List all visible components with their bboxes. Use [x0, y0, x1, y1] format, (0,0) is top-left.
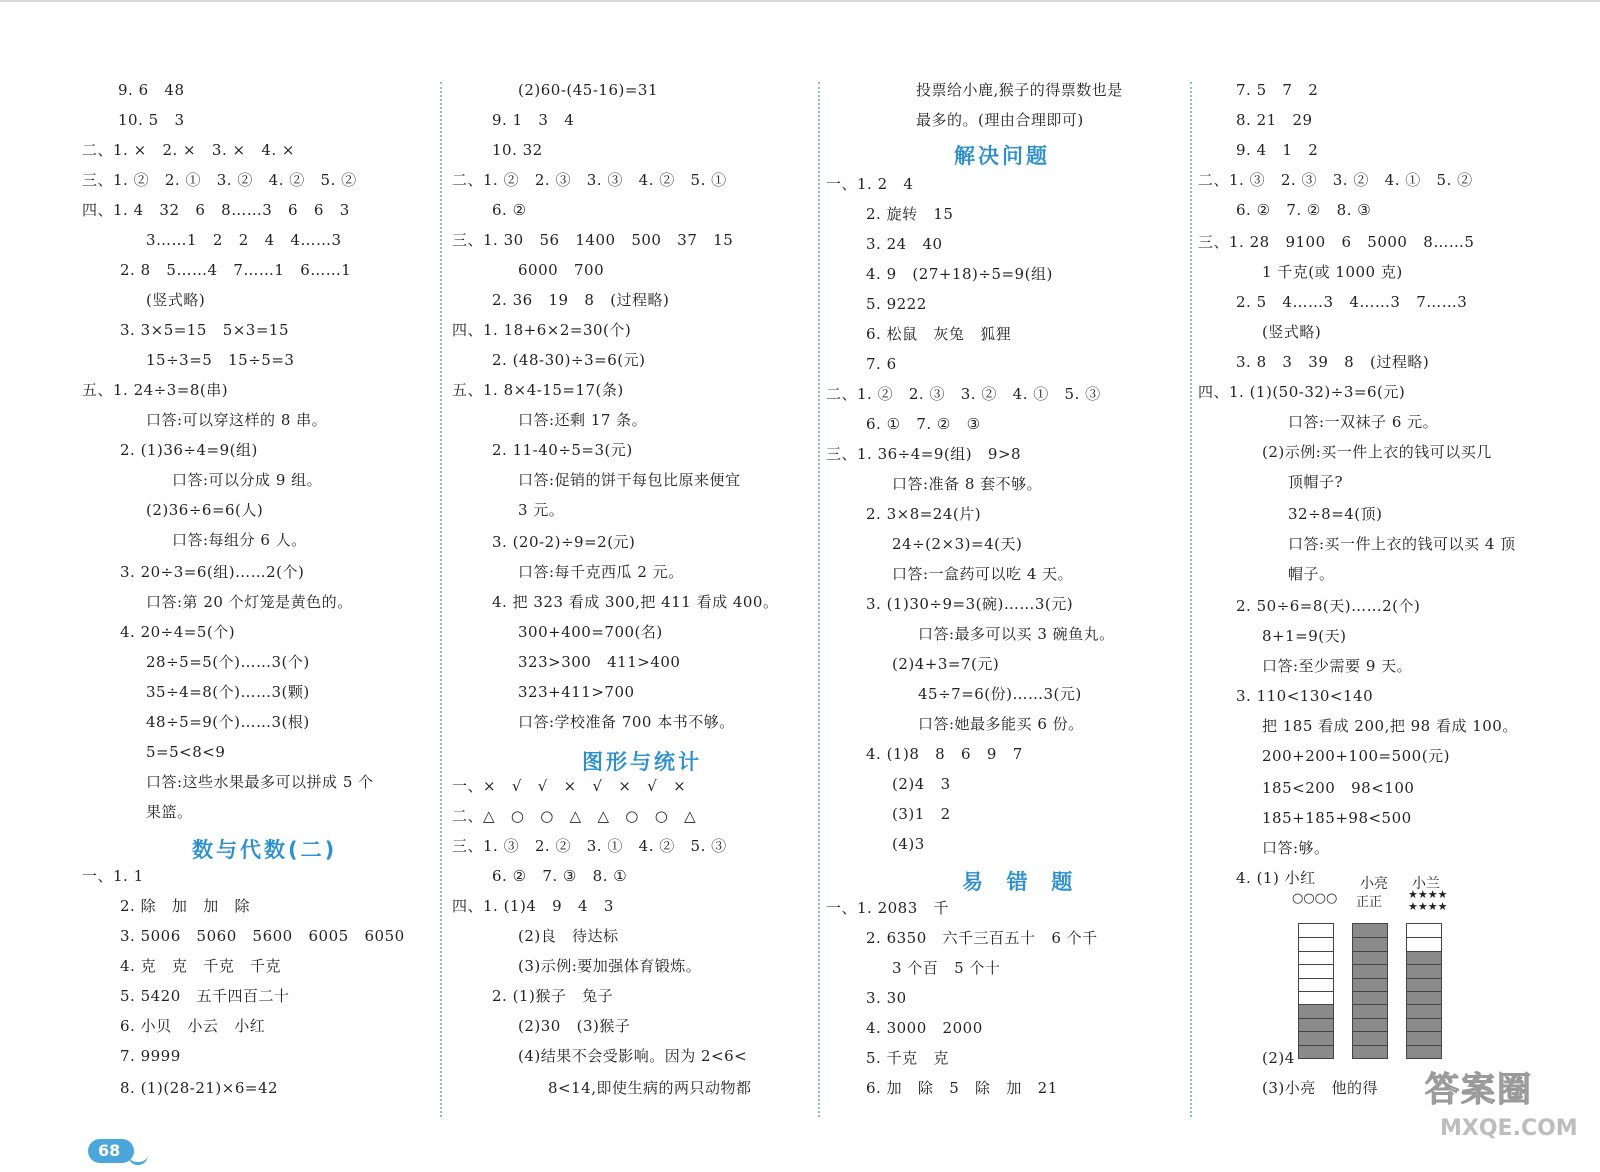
answer-line: 三、1. 28 9100 6 5000 8……5 — [1198, 233, 1475, 251]
answer-line: 185<200 98<100 — [1262, 779, 1415, 797]
answer-line: (2)示例:买一件上衣的钱可以买几 — [1262, 443, 1492, 461]
answer-line: 6. ① 7. ② ③ — [866, 415, 981, 433]
page-number: 68 — [98, 1141, 121, 1160]
answer-line: 2. 3×8=24(片) — [866, 505, 982, 523]
column-divider — [1190, 82, 1192, 1117]
column-divider — [440, 82, 442, 1117]
answer-line: 2. 36 19 8 (过程略) — [492, 291, 670, 309]
tally-xiaohong: ○○○○ — [1292, 891, 1338, 906]
answer-line: 五、1. 24÷3=8(串) — [82, 381, 229, 399]
answer-line: 10. 5 3 — [118, 111, 185, 129]
answer-line: 28÷5=5(个)……3(个) — [146, 653, 310, 671]
answer-line: 口答:可以穿这样的 8 串。 — [146, 411, 328, 429]
chart-cell — [1407, 1018, 1441, 1031]
answer-line: 口答:还剩 17 条。 — [518, 411, 648, 429]
answer-line: 五、1. 8×4-15=17(条) — [452, 381, 624, 399]
answer-line: 3. 20÷3=6(组)……2(个) — [120, 563, 305, 581]
answer-line: 323+411>700 — [518, 683, 635, 701]
answer-line: 2. 除 加 加 除 — [120, 897, 250, 915]
chart-bar — [1406, 923, 1442, 1059]
answer-line: 3. 30 — [866, 989, 907, 1007]
answer-line: 6. 加 除 5 除 加 21 — [866, 1079, 1058, 1097]
chart-cell — [1299, 1031, 1333, 1044]
answer-line: 2. (1)36÷4=9(组) — [120, 441, 258, 459]
answer-line: 5. 5420 五千四百二十 — [120, 987, 290, 1005]
answer-line: 一、1. 2 4 — [826, 175, 914, 193]
answer-line: 果篮。 — [146, 803, 193, 821]
answer-line: 口答:至少需要 9 天。 — [1262, 657, 1413, 675]
chart-cell — [1353, 1045, 1387, 1058]
watermark-logo: 答案圈 — [1425, 1070, 1533, 1110]
answer-line: 6. ② 7. ③ 8. ① — [492, 867, 628, 885]
answer-line: (竖式略) — [1262, 323, 1322, 341]
answer-line: 185+185+98<500 — [1262, 809, 1412, 827]
chart-cell — [1407, 964, 1441, 977]
answer-line: 3. (20-2)÷9=2(元) — [492, 533, 636, 551]
answer-line: 200+200+100=500(元) — [1262, 747, 1450, 765]
section-heading: 易 错 题 — [962, 870, 1076, 894]
chart-cell — [1299, 964, 1333, 977]
answer-line: 4. 克 克 千克 千克 — [120, 957, 281, 975]
answer-line: 二、1. × 2. × 3. × 4. × — [82, 141, 296, 159]
answer-line: 口答:第 20 个灯笼是黄色的。 — [146, 593, 353, 611]
chart-cell — [1407, 951, 1441, 964]
answer-line: 24÷(2×3)=4(天) — [892, 535, 1023, 553]
section-heading: 解决问题 — [954, 144, 1050, 168]
answer-line: (4)结果不会受影响。因为 2<6< — [518, 1047, 748, 1065]
chart-cell — [1299, 991, 1333, 1004]
answer-line: 3 元。 — [518, 501, 565, 519]
answer-line: 7. 5 7 2 — [1236, 81, 1319, 99]
answer-line: 8<14,即使生病的两只动物都 — [548, 1079, 752, 1097]
answer-line: (竖式略) — [146, 291, 206, 309]
answer-line: 口答:这些水果最多可以拼成 5 个 — [146, 773, 374, 791]
answer-line: (2)60-(45-16)=31 — [518, 81, 659, 99]
chart-cell — [1299, 924, 1333, 937]
answer-line: 6. ② — [492, 201, 527, 219]
chart-bar — [1352, 923, 1388, 1059]
answer-line: 二、1. ② 2. ③ 3. ② 4. ① 5. ③ — [826, 385, 1101, 403]
answer-line: 二、1. ③ 2. ③ 3. ② 4. ① 5. ② — [1198, 171, 1473, 189]
answer-line: 四、1. 4 32 6 8……3 6 6 3 — [82, 201, 350, 219]
answer-line: 48÷5=9(个)……3(根) — [146, 713, 310, 731]
answer-line: 口答:买一件上衣的钱可以买 4 顶 — [1288, 535, 1516, 553]
answer-line: 投票给小鹿,猴子的得票数也是 — [916, 81, 1123, 99]
answer-line: 10. 32 — [492, 141, 543, 159]
answer-line: 四、1. (1)(50-32)÷3=6(元) — [1198, 383, 1406, 401]
answer-line: 8. 21 29 — [1236, 111, 1313, 129]
answer-line: 6. ② 7. ② 8. ③ — [1236, 201, 1372, 219]
chart-label-xiaoliang: 小亮 — [1360, 876, 1388, 892]
chart-cell — [1407, 937, 1441, 950]
page-number-badge — [88, 1136, 148, 1166]
answer-line: 4. (1) 小红 — [1236, 869, 1316, 887]
answer-line: 9. 1 3 4 — [492, 111, 575, 129]
chart-cell — [1353, 1004, 1387, 1017]
answer-line: 2. 50÷6=8(天)……2(个) — [1236, 597, 1421, 615]
chart-cell — [1353, 924, 1387, 937]
chart-cell — [1299, 1045, 1333, 1058]
column-divider — [818, 82, 820, 1117]
chart-cell — [1299, 951, 1333, 964]
chart-cell — [1407, 1031, 1441, 1044]
answer-line: 四、1. 18+6×2=30(个) — [452, 321, 632, 339]
answer-line: 9. 4 1 2 — [1236, 141, 1319, 159]
answer-line: 3. 8 3 39 8 (过程略) — [1236, 353, 1430, 371]
chart-cell — [1407, 978, 1441, 991]
answer-line: (2)36÷6=6(人) — [146, 501, 264, 519]
answer-line: 5. 9222 — [866, 295, 927, 313]
chart-cell — [1407, 991, 1441, 1004]
chart-cell — [1407, 1045, 1441, 1058]
answer-line: 9. 6 48 — [118, 81, 185, 99]
answer-line: 3. 24 40 — [866, 235, 943, 253]
answer-line: 口答:准备 8 套不够。 — [892, 475, 1043, 493]
answer-line: (2)4 — [1262, 1049, 1295, 1067]
chart-cell — [1353, 937, 1387, 950]
answer-line: 4. 9 (27+18)÷5=9(组) — [866, 265, 1053, 283]
answer-line: 把 185 看成 200,把 98 看成 100。 — [1262, 717, 1518, 735]
chart-cell — [1407, 924, 1441, 937]
answer-line: 二、1. ② 2. ③ 3. ③ 4. ② 5. ① — [452, 171, 727, 189]
answer-line: 1 千克(或 1000 克) — [1262, 263, 1403, 281]
answer-line: 口答:最多可以买 3 碗鱼丸。 — [918, 625, 1115, 643]
answer-line: 6000 700 — [518, 261, 605, 279]
answer-line: 口答:一盒药可以吃 4 天。 — [892, 565, 1074, 583]
page-badge-tail — [128, 1150, 148, 1165]
answer-line: 四、1. (1)4 9 4 3 — [452, 897, 614, 915]
answer-line: 2. 旋转 15 — [866, 205, 954, 223]
answer-line: (4)3 — [892, 835, 925, 853]
chart-cell — [1299, 1004, 1333, 1017]
answer-line: 7. 9999 — [120, 1047, 181, 1065]
answer-line: 2. 6350 六千三百五十 6 个千 — [866, 929, 1098, 947]
answer-line: 3. 3×5=15 5×3=15 — [120, 321, 290, 339]
answer-line: 口答:促销的饼干每包比原来便宜 — [518, 471, 741, 489]
answer-line: (3)小亮 他的得 — [1262, 1079, 1379, 1097]
answer-line: 5=5<8<9 — [146, 743, 226, 761]
tally-bar-chart — [1290, 873, 1470, 1063]
answer-line: (2)30 (3)猴子 — [518, 1017, 631, 1035]
answer-line: 15÷3=5 15÷5=3 — [146, 351, 295, 369]
answer-line: (2)4 3 — [892, 775, 951, 793]
answer-line: 3. (1)30÷9=3(碗)……3(元) — [866, 595, 1074, 613]
chart-cell — [1299, 937, 1333, 950]
chart-cell — [1299, 1018, 1333, 1031]
chart-bar — [1298, 923, 1334, 1059]
answer-line: 口答:可以分成 9 组。 — [172, 471, 323, 489]
answer-line: (2)4+3=7(元) — [892, 655, 1000, 673]
answer-line: 口答:每组分 6 人。 — [172, 531, 307, 549]
answer-line: 45÷7=6(份)……3(元) — [918, 685, 1082, 703]
tally-xiaoliang: 正正 — [1356, 895, 1383, 910]
chart-cell — [1299, 978, 1333, 991]
answer-line: 三、1. ③ 2. ② 3. ① 4. ② 5. ③ — [452, 837, 727, 855]
section-heading: 图形与统计 — [582, 750, 702, 774]
answer-line: (3)示例:要加强体育锻炼。 — [518, 957, 702, 975]
chart-cell — [1353, 978, 1387, 991]
answer-line: 一、× √ √ × √ × √ × — [452, 777, 687, 795]
answer-line: 顶帽子? — [1288, 473, 1344, 491]
watermark — [1420, 1062, 1590, 1162]
answer-line: 三、1. ② 2. ① 3. ② 4. ② 5. ② — [82, 171, 357, 189]
answer-line: 3 个百 5 个十 — [892, 959, 1001, 977]
answer-line: 8. (1)(28-21)×6=42 — [120, 1079, 279, 1097]
answer-line: 7. 6 — [866, 355, 897, 373]
chart-cell — [1353, 951, 1387, 964]
answer-line: 一、1. 2083 千 — [826, 899, 950, 917]
chart-cell — [1353, 1031, 1387, 1044]
answer-line: 口答:她最多能买 6 份。 — [918, 715, 1084, 733]
chart-label-xiaolan: 小兰 — [1412, 876, 1440, 892]
watermark-url: MXQE.COM — [1440, 1116, 1578, 1141]
answer-line: 300+400=700(名) — [518, 623, 663, 641]
section-heading: 数与代数(二) — [192, 838, 338, 862]
answer-line: 口答:学校准备 700 本书不够。 — [518, 713, 735, 731]
answer-line: 8+1=9(天) — [1262, 627, 1347, 645]
answer-line: 2. (48-30)÷3=6(元) — [492, 351, 646, 369]
answer-line: 2. 5 4……3 4……3 7……3 — [1236, 293, 1468, 311]
answer-line: 4. 3000 2000 — [866, 1019, 983, 1037]
answer-line: 4. 把 323 看成 300,把 411 看成 400。 — [492, 593, 779, 611]
answer-line: (2)良 待达标 — [518, 927, 619, 945]
top-border — [0, 0, 1600, 2]
answer-line: 口答:够。 — [1262, 839, 1330, 857]
answer-line: 35÷4=8(个)……3(颗) — [146, 683, 310, 701]
answer-line: 三、1. 36÷4=9(组) 9>8 — [826, 445, 1022, 463]
chart-cell — [1353, 964, 1387, 977]
answer-line: 6. 松鼠 灰兔 狐狸 — [866, 325, 1012, 343]
answer-line: 最多的。(理由合理即可) — [916, 111, 1084, 129]
answer-line: 3. 110<130<140 — [1236, 687, 1374, 705]
answer-line: 2. 11-40÷5=3(元) — [492, 441, 633, 459]
answer-line: 32÷8=4(顶) — [1288, 505, 1383, 523]
answer-line: 3……1 2 2 4 4……3 — [146, 231, 342, 249]
chart-cell — [1353, 991, 1387, 1004]
answer-line: 2. (1)猴子 兔子 — [492, 987, 614, 1005]
chart-cell — [1353, 1018, 1387, 1031]
answer-line: 4. (1)8 8 6 9 7 — [866, 745, 1023, 763]
answer-line: 4. 20÷4=5(个) — [120, 623, 236, 641]
tally-xiaolan: ★★★★ ★★★★ — [1408, 888, 1448, 913]
answer-line: 6. 小贝 小云 小红 — [120, 1017, 266, 1035]
answer-line: 二、△ ○ ○ △ △ ○ ○ △ — [452, 807, 697, 825]
answer-line: 口答:一双袜子 6 元。 — [1288, 413, 1439, 431]
answer-line: 帽子。 — [1288, 565, 1335, 583]
answer-line: 5. 千克 克 — [866, 1049, 949, 1067]
answer-line: 一、1. 1 — [82, 867, 144, 885]
answer-line: 三、1. 30 56 1400 500 37 15 — [452, 231, 734, 249]
answer-line: 口答:每千克西瓜 2 元。 — [518, 563, 684, 581]
answer-line: 323>300 411>400 — [518, 653, 681, 671]
answer-line: 3. 5006 5060 5600 6005 6050 — [120, 927, 405, 945]
answer-line: (3)1 2 — [892, 805, 951, 823]
answer-line: 2. 8 5……4 7……1 6……1 — [120, 261, 352, 279]
chart-cell — [1407, 1004, 1441, 1017]
